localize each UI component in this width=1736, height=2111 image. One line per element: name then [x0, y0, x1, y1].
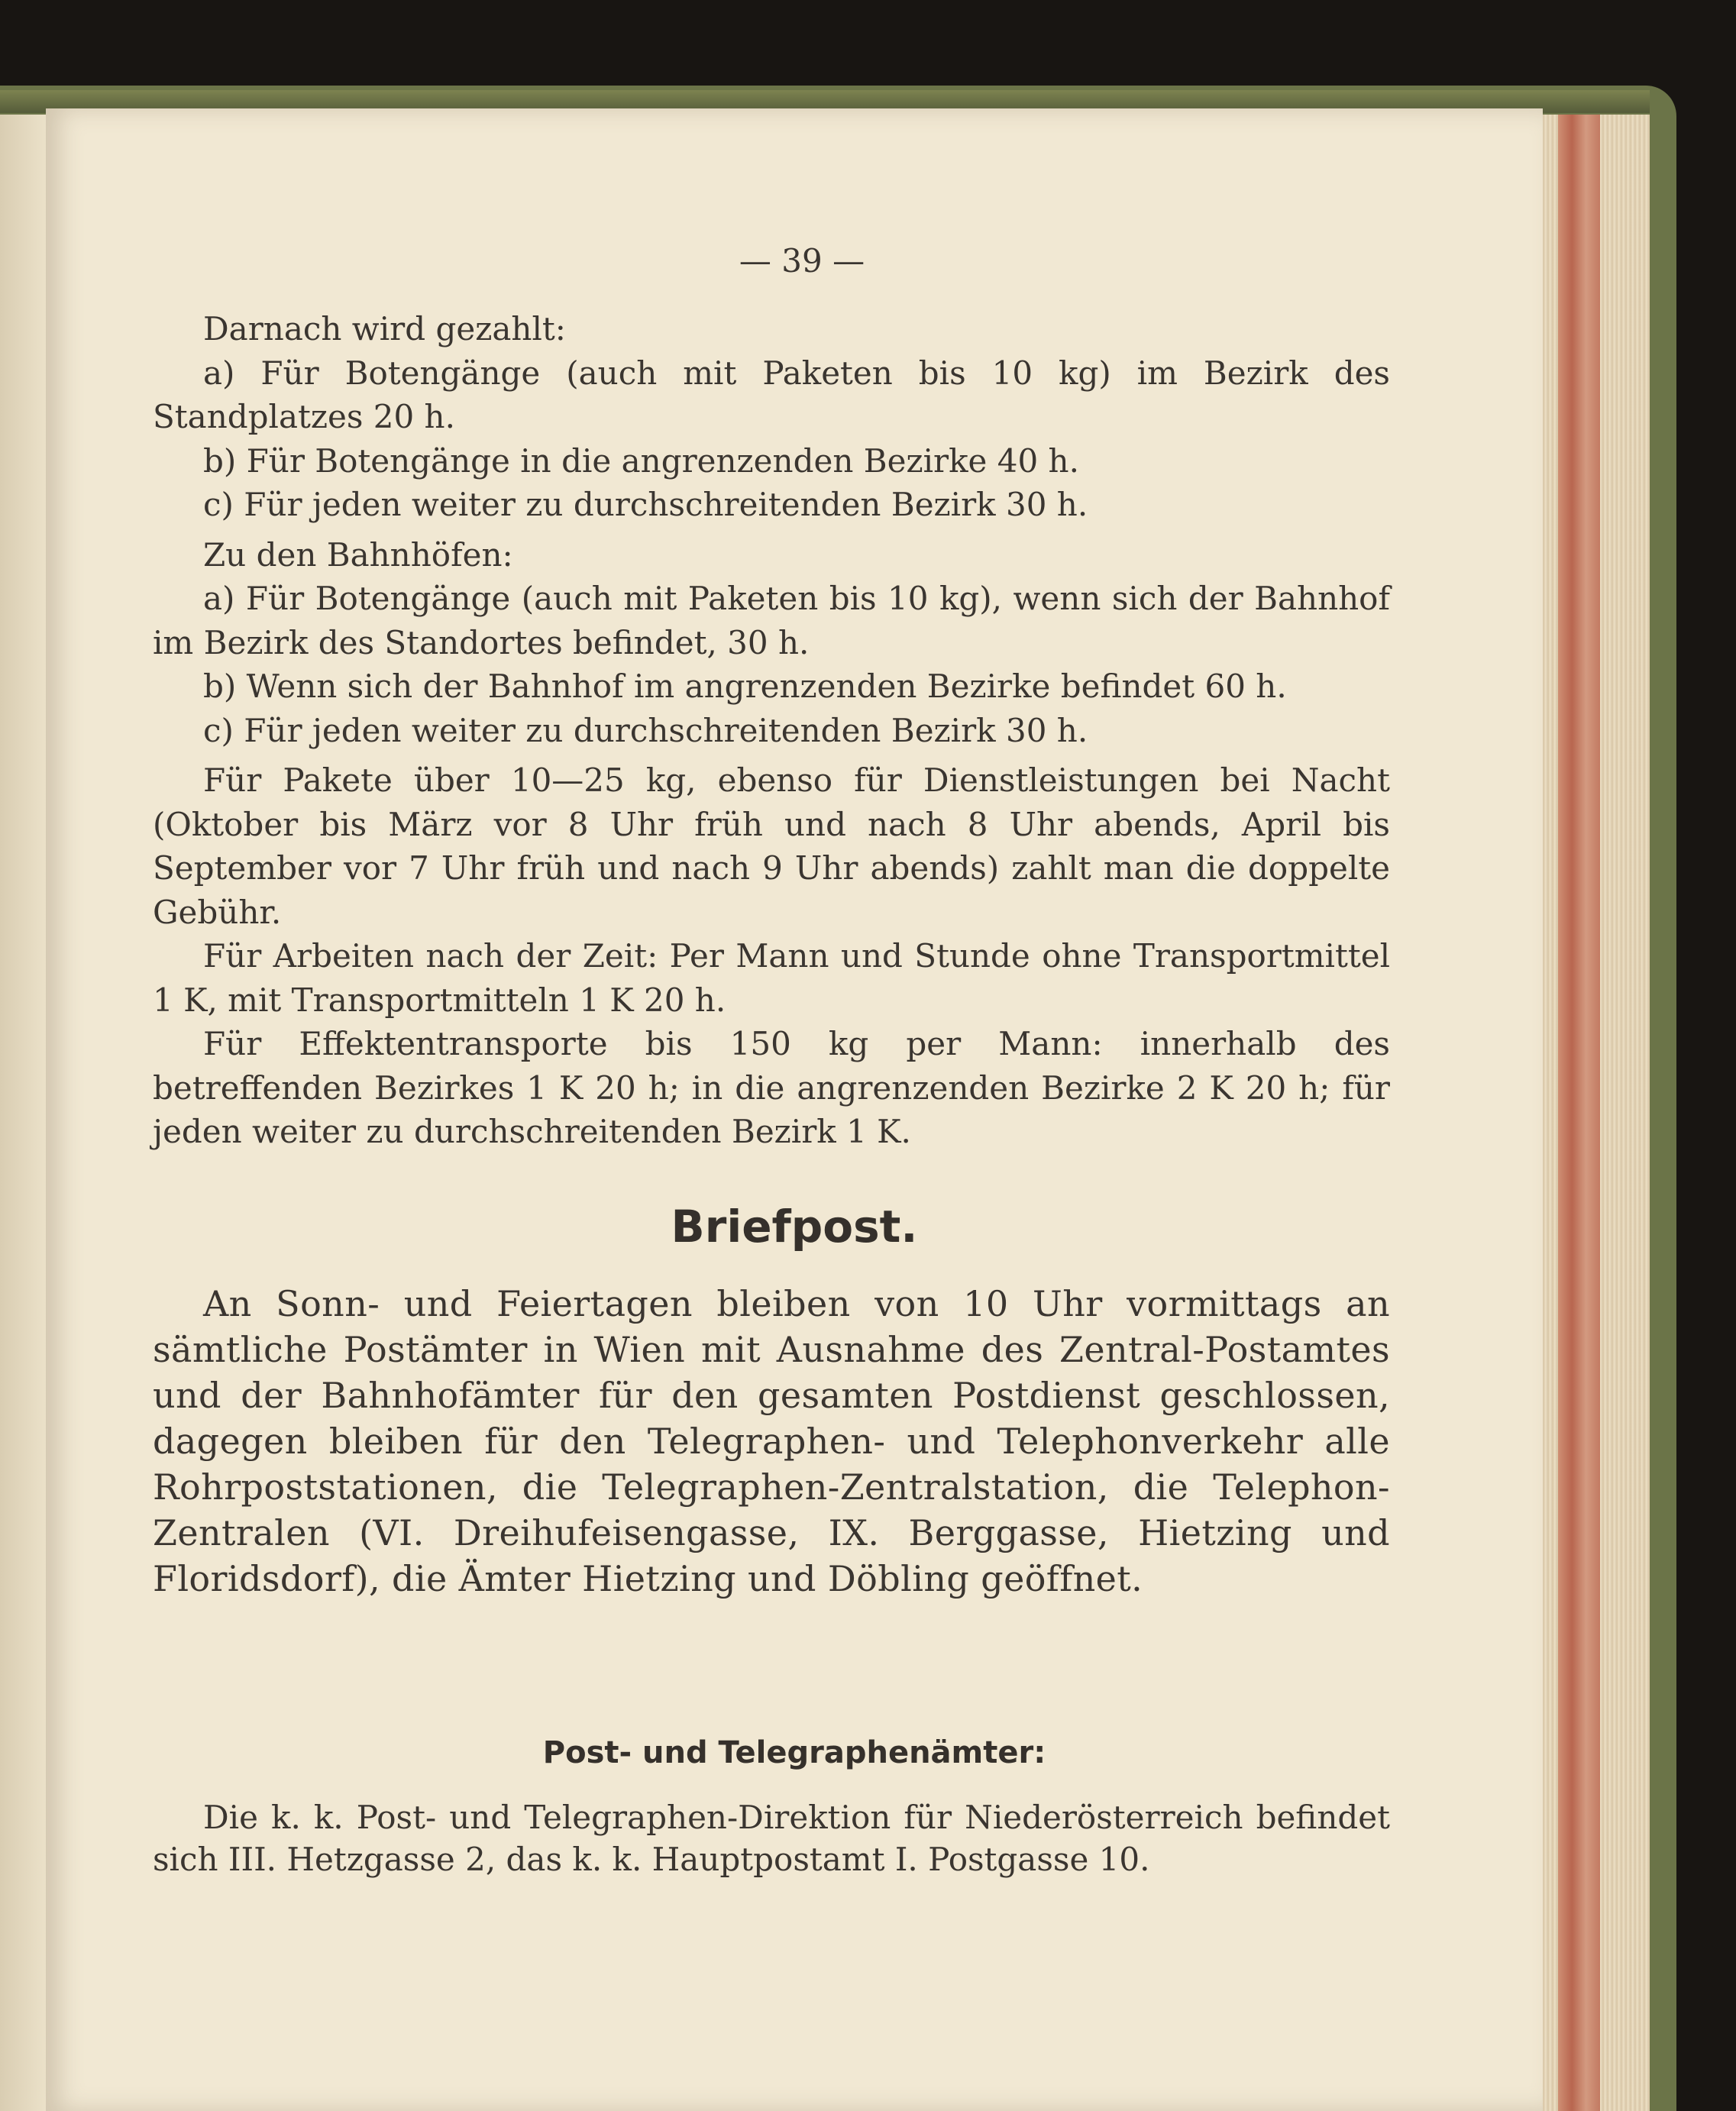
- paragraph-packages: Für Pakete über 10—25 kg, ebenso für Dienstleistungen bei Nacht (Oktober bis März vor 8 Uhr früh und nach 8 Uhr abends, April bis September vor 7 Uhr früh und nach 9 Uhr abends) zahlt man die doppelte Gebühr.: [153, 761, 1390, 931]
- page-number: — 39 —: [739, 242, 865, 280]
- section-heading-post-offices: Post- und Telegraphenämter:: [542, 1735, 1046, 1770]
- paragraph-directorate: Die k. k. Post- und Telegraphen-Direktion für Niederösterreich befindet sich III. Hetzgasse 2, das k. k. Hauptpostamt I. Postgasse 10.: [153, 1799, 1390, 1878]
- paragraph-effects: Für Effektentransporte bis 150 kg per Mann: innerhalb des betreffenden Bezirkes 1 K 20 h; in die angrenzenden Bezirke 2 K 20 h; für jeden weiter zu durchschreitenden Bezirk 1 K.: [153, 1025, 1390, 1150]
- briefpost-section: [153, 1281, 1390, 1602]
- line-intro: Darnach wird gezahlt:: [203, 310, 566, 348]
- red-page-edge: [1558, 115, 1600, 2111]
- rates-section: [153, 307, 1390, 1154]
- line-stations-heading: Zu den Bahnhöfen:: [203, 535, 513, 574]
- line-b: b) Für Botengänge in die angrenzenden Bezirke 40 h.: [203, 441, 1079, 480]
- line-stations-b: b) Wenn sich der Bahnhof im angrenzenden Bezirke befindet 60 h.: [203, 668, 1287, 705]
- line-stations-c: c) Für jeden weiter zu durchschreitenden Bezirk 30 h.: [203, 711, 1088, 749]
- line-stations-a: a) Für Botengänge (auch mit Paketen bis 10 kg), wenn sich der Bahnhof im Bezirk des Standortes befindet, 30 h.: [153, 580, 1390, 661]
- line-c: c) Für jeden weiter zu durchschreitenden Bezirk 30 h.: [203, 486, 1088, 523]
- paragraph-time-work: Für Arbeiten nach der Zeit: Per Mann und Stunde ohne Transportmittel 1 K, mit Transportmitteln 1 K 20 h.: [153, 937, 1390, 1019]
- paragraph-briefpost: An Sonn- und Feiertagen bleiben von 10 Uhr vormittags an sämtliche Postämter in Wien mit Ausnahme des Zentral-Postamtes und der Bahnhofämter für den gesamten Postdienst geschlossen, dagegen bleiben für den Telegraphen- und Telephonverkehr alle Rohrpoststationen, die Telegraphen-Zentralstation, die Telephon-Zentralen (VI. Dreihufeisengasse, IX. Berggasse, Hietzing und Floridsdorf), die Ämter Hietzing und Döbling geöffnet.: [153, 1283, 1390, 1599]
- left-page-edge: [0, 115, 46, 2111]
- section-heading-briefpost: Briefpost.: [671, 1201, 918, 1253]
- line-a: a) Für Botengänge (auch mit Paketen bis 10 kg) im Bezirk des Standplatzes 20 h.: [153, 354, 1390, 435]
- book-page: [46, 108, 1543, 2111]
- post-offices-section: [153, 1796, 1390, 1880]
